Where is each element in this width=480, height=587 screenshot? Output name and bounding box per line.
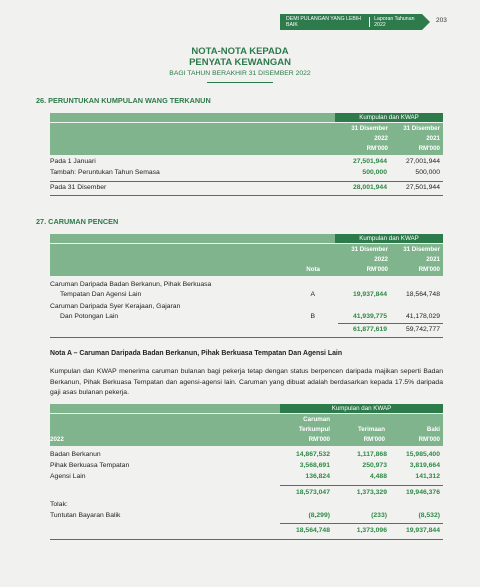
divider [50,539,443,540]
col-2021-header: 31 Disember 2021 RM'000 [403,125,440,152]
divider [50,195,443,196]
page-title [0,46,480,83]
nota-header: Nota [306,266,320,273]
col-baki-header: Baki RM'000 [418,426,440,443]
note-a-paragraph: Kumpulan dan KWAP menerima caruman bulanan bagi pekerja tetap dengan status berpencen daripada majikan seperti Badan Berkanun, Pihak Berkuasa Tempatan dan agensi-agensi lain. Caruman yang dibuat adalah berdasarkan kepada 17.5% daripada gaji asas bulanan pekerja. [50,368,443,396]
divider [338,323,443,324]
title-rule [207,82,273,83]
report-name: Laporan Tahunan 2022 [374,16,415,28]
group-header: Kumpulan dan KWAP [280,404,443,413]
report-tagline: DEMI PULANGAN YANG LEBIH BAIK [286,16,362,28]
group-header: Kumpulan dan KWAP [335,113,443,122]
col-terimaan-header: Terimaan RM'000 [357,426,385,443]
group-header: Kumpulan dan KWAP [335,234,443,243]
divider [50,337,443,338]
column-header-band [50,123,443,155]
column-header-band [50,414,443,446]
group-header-bar [50,113,443,122]
note-26-heading: 26. PERUNTUKAN KUMPULAN WANG TERKANUN [36,96,211,105]
col-caruman-header: Caruman Terkumpul RM'000 [298,416,330,443]
year-label: 2022 [50,436,64,443]
chevron-right-icon [422,14,430,30]
col-2021-header: 31 Disember 2021 RM'000 [403,246,440,273]
divider [280,523,443,524]
title-subtitle: BAGI TAHUN BERAKHIR 31 DISEMBER 2022 [169,70,311,77]
group-header-bar [50,404,443,413]
column-header-band [50,244,443,276]
header-divider [369,17,370,27]
group-header-bar [50,234,443,243]
page-number: 203 [436,17,447,24]
divider [280,485,443,486]
title-line-1: NOTA-NOTA KEPADA [191,46,289,57]
col-2022-header: 31 Disember 2022 RM'000 [351,246,388,273]
note-27-heading: 27. CARUMAN PENCEN [36,217,119,226]
title-line-2: PENYATA KEWANGAN [189,57,291,68]
note-a-heading: Nota A – Caruman Daripada Badan Berkanun, Pihak Berkuasa Tempatan Dan Agensi Lain [50,350,343,357]
header-banner [280,14,422,30]
running-header [0,14,480,30]
divider [50,181,443,182]
col-2022-header: 31 Disember 2022 RM'000 [351,125,388,152]
